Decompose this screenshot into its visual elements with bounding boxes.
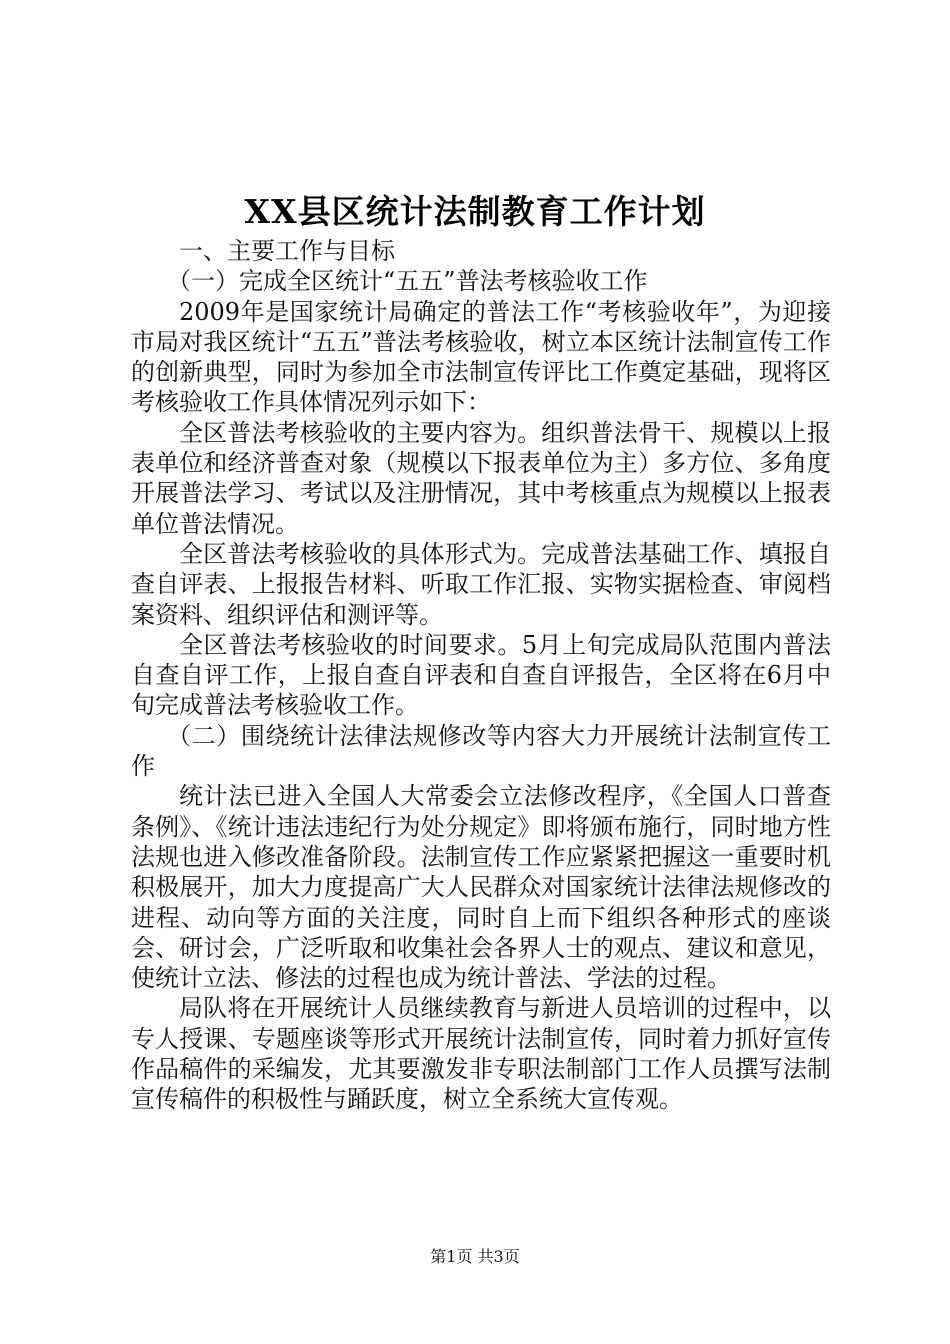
paragraph: 统计法已进入全国人大常委会立法修改程序，《全国人口普查条例》、《统计违法违纪行为处分规定》即将颁布施行，同时地方性法规也进入修改准备阶段。法制宣传工作应紧紧把握这一重要时机积极展开，加大力度提高广大人民群众对国家统计法律法规修改的进程、动向等方面的关注度，同时自上而下组织各种形式的座谈会、研讨会，广泛听取和收集社会各界人士的观点、建议和意见，使统计立法、修法的过程也成为统计普法、学法的过程。 <box>131 782 831 993</box>
page-footer: 第1页 共3页 <box>430 1247 520 1266</box>
document-title: XX县区统计法制教育工作计划 <box>244 192 706 231</box>
paragraph: 2009年是国家统计局确定的普法工作“考核验收年”，为迎接市局对我区统计“五五”普法考核验收，树立本区统计法制宣传工作的创新典型，同时为参加全市法制宣传评比工作奠定基础，现将区考核验收工作具体情况列示如下： <box>131 297 831 417</box>
paragraph: 全区普法考核验收的时间要求。5月上旬完成局队范围内普法自查自评工作，上报自查自评表和自查自评报告，全区将在6月中旬完成普法考核验收工作。 <box>131 630 831 720</box>
document-body <box>131 236 831 1115</box>
section-heading-1: 一、主要工作与目标 <box>179 237 395 265</box>
paragraph: 局队将在开展统计人员继续教育与新进人员培训的过程中，以专人授课、专题座谈等形式开展统计法制宣传，同时着力抓好宣传作品稿件的采编发，尤其要激发非专职法制部门工作人员撰写法制宣传稿件的积极性与踊跃度，树立全系统大宣传观。 <box>131 994 831 1114</box>
paragraph: 全区普法考核验收的主要内容为。组织普法骨干、规模以上报表单位和经济普查对象（规模以下报表单位为主）多方位、多角度开展普法学习、考试以及注册情况，其中考核重点为规模以上报表单位普法情况。 <box>131 418 831 538</box>
paragraph: 全区普法考核验收的具体形式为。完成普法基础工作、填报自查自评表、上报报告材料、听取工作汇报、实物实据检查、审阅档案资料、组织评估和测评等。 <box>131 539 831 629</box>
subsection-heading-2: （二）围绕统计法律法规修改等内容大力开展统计法制宣传工作 <box>131 721 831 781</box>
subsection-heading-1: （一）完成全区统计“五五”普法考核验收工作 <box>167 267 648 296</box>
